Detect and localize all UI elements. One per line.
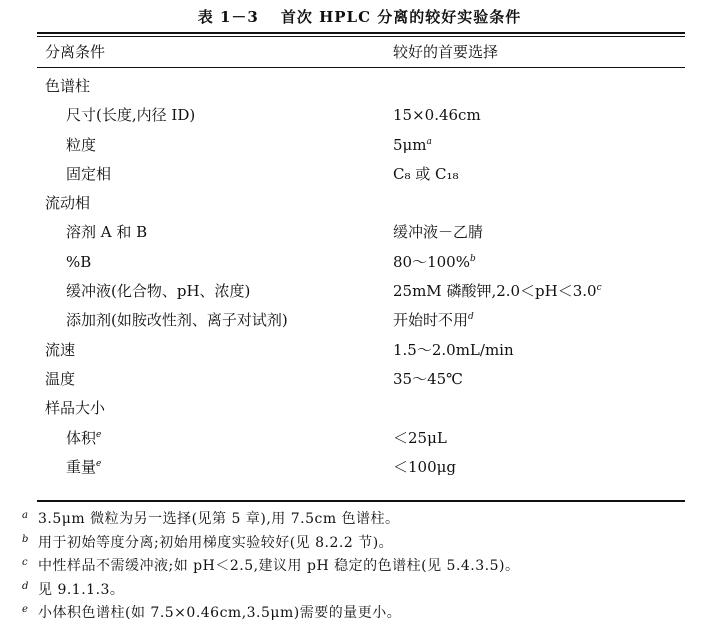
footnote [22, 555, 712, 579]
top-rule-thin [37, 36, 685, 37]
row-value: 80～100% [393, 252, 470, 271]
row-value: 开始时不用 [393, 311, 469, 330]
footnote [22, 532, 712, 556]
table-row [0, 218, 719, 247]
row-label: 流动相 [45, 194, 91, 213]
table-row [0, 365, 719, 394]
row-label-wrap [66, 424, 101, 453]
top-rule [37, 32, 685, 34]
row-label-wrap [66, 453, 101, 482]
table-number: 表 1－3 [197, 8, 259, 26]
row-value: 35～45℃ [393, 369, 463, 388]
table-row [0, 160, 719, 189]
footnotes [22, 508, 712, 626]
footnote-ref: e [96, 458, 102, 469]
bottom-rule [37, 500, 685, 502]
row-value: ＜100μg [393, 457, 456, 476]
row-label: 溶剂 A 和 B [66, 223, 148, 242]
table-caption [0, 6, 719, 27]
row-label: 固定相 [66, 164, 112, 183]
row-label: 添加剂(如胺改性剂、离子对试剂) [66, 311, 288, 330]
footnote-text: 小体积色谱柱(如 7.5×0.46cm,3.5μm)需要的量更小。 [38, 605, 402, 621]
footnote-mark: d [22, 580, 29, 592]
row-value: 5μm [393, 135, 427, 154]
row-label: 粒度 [66, 135, 97, 154]
column-header-choice: 较好的首要选择 [393, 43, 499, 61]
table-row [0, 336, 719, 365]
table-row [0, 394, 719, 423]
row-label: 尺寸(长度,内径 ID) [66, 106, 196, 125]
table-row [0, 306, 719, 335]
footnote-ref: c [596, 283, 602, 294]
row-label: 温度 [45, 369, 76, 388]
row-value: 15×0.46cm [393, 106, 481, 125]
row-label: 样品大小 [45, 399, 106, 418]
footnote-text: 3.5μm 微粒为另一选择(见第 5 章),用 7.5cm 色谱柱。 [38, 511, 400, 527]
footnote-mark: a [22, 510, 29, 521]
row-value: 缓冲液－乙腈 [393, 223, 484, 242]
row-value-wrap [393, 306, 474, 335]
table-row [0, 101, 719, 130]
footnote-mark: e [22, 604, 29, 615]
row-label: 缓冲液(化合物、pH、浓度) [66, 282, 251, 301]
footnote-text: 见 9.1.1.3。 [38, 581, 125, 598]
row-label: %B [66, 252, 92, 271]
table-title: 首次 HPLC 分离的较好实验条件 [280, 8, 522, 26]
row-label: 重量 [66, 457, 97, 476]
footnote-ref: a [426, 136, 432, 147]
footnote-ref: b [469, 253, 476, 264]
row-label: 流速 [45, 340, 76, 359]
row-value-wrap [393, 277, 602, 306]
footnote [22, 602, 712, 626]
table-row [0, 277, 719, 306]
footnote-text: 中性样品不需缓冲液;如 pH＜2.5,建议用 pH 稳定的色谱柱(见 5.4.3.5)。 [38, 558, 520, 574]
row-value: ＜25μL [393, 428, 447, 447]
row-value: 1.5～2.0mL/min [393, 340, 514, 359]
table-row [0, 453, 719, 482]
footnote-ref: d [468, 312, 474, 323]
row-value-wrap [393, 131, 432, 160]
footnote-mark: b [22, 533, 29, 545]
table-row [0, 72, 719, 101]
table-row [0, 424, 719, 453]
footnote [22, 508, 712, 532]
table-body [0, 72, 719, 482]
row-label: 色谱柱 [45, 77, 91, 95]
table-row [0, 189, 719, 218]
row-value-wrap [393, 248, 476, 277]
footnote-text: 用于初始等度分离;初始用梯度实验较好(见 8.2.2 节)。 [38, 534, 394, 551]
table-row [0, 248, 719, 277]
footnote-mark: c [22, 557, 29, 568]
table-row [0, 131, 719, 160]
row-value: 25mM 磷酸钾,2.0＜pH＜3.0 [393, 282, 597, 301]
footnote [22, 579, 712, 603]
header-rule [37, 67, 685, 68]
row-label: 体积 [66, 428, 97, 447]
column-header-condition: 分离条件 [45, 43, 106, 61]
footnote-ref: e [96, 429, 102, 440]
row-value: C₈ 或 C₁₈ [393, 164, 459, 183]
